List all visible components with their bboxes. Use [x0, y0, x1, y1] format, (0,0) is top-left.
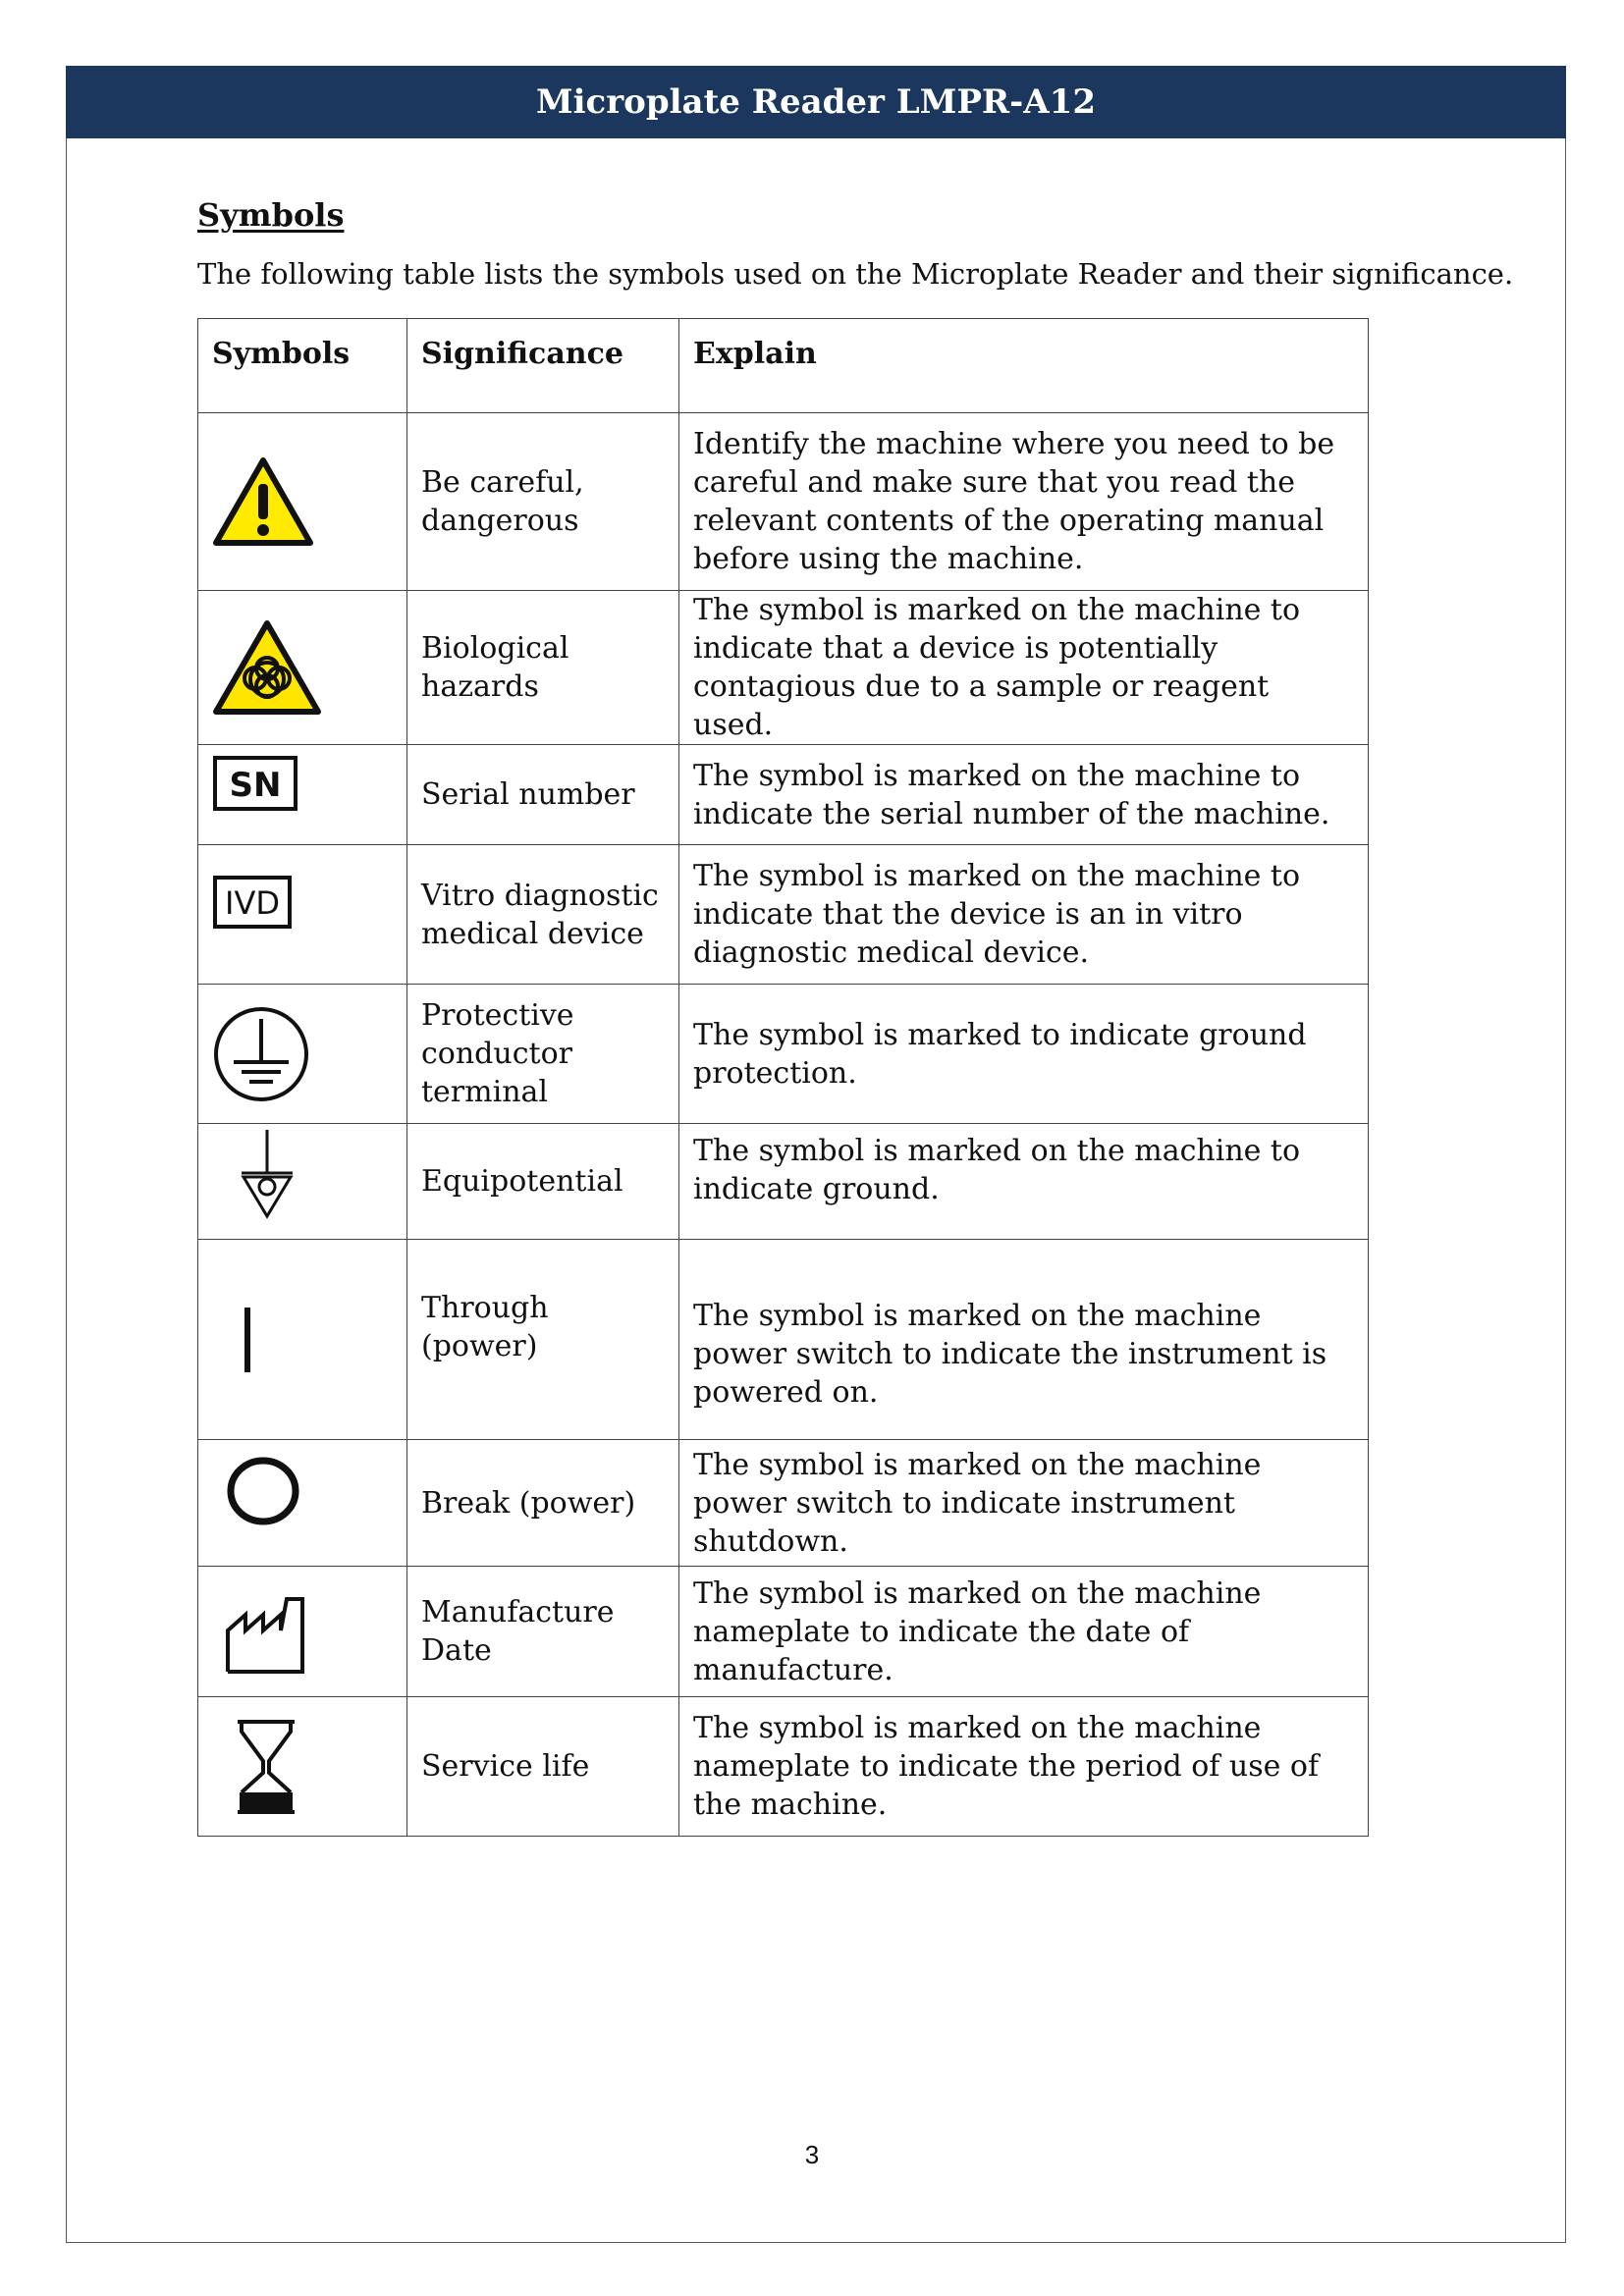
significance-cell: Vitro diagnostic medical device: [407, 845, 679, 985]
explain-cell: The symbol is marked on the machine nameplate to indicate the date of manufacture.: [679, 1567, 1369, 1697]
explain-cell: The symbol is marked on the machine power switch to indicate the instrument is powered on.: [679, 1240, 1369, 1440]
ivd-icon: [212, 875, 293, 930]
table-row: [198, 845, 1369, 985]
table-row: [198, 1440, 1369, 1567]
manufacture-date-icon: [224, 1587, 306, 1676]
svg-text:SN: SN: [229, 766, 282, 805]
significance-cell: Protective conductor terminal: [407, 985, 679, 1124]
significance-cell: Service life: [407, 1697, 679, 1837]
equipotential-icon: [238, 1126, 297, 1220]
power-on-icon: [238, 1306, 257, 1374]
significance-cell: Equipotential: [407, 1124, 679, 1240]
table-row: [198, 413, 1369, 591]
explain-cell: The symbol is marked on the machine to indicate that a device is potentially contagious due to a sample or reagent used.: [679, 591, 1369, 745]
explain-cell: The symbol is marked on the machine nameplate to indicate the period of use of the machine.: [679, 1697, 1369, 1837]
page-number: 3: [804, 2140, 820, 2169]
explain-cell: The symbol is marked on the machine to indicate ground.: [679, 1124, 1369, 1240]
significance-cell: Serial number: [407, 745, 679, 845]
explain-cell: The symbol is marked on the machine power switch to indicate instrument shutdown.: [679, 1440, 1369, 1567]
column-header-significance: Significance: [407, 319, 679, 413]
column-header-symbols: Symbols: [198, 319, 407, 413]
explain-cell: The symbol is marked on the machine to indicate that the device is an in vitro diagnostic medical device.: [679, 845, 1369, 985]
warning-triangle-icon: [212, 456, 314, 547]
symbol-cell: [198, 985, 407, 1124]
document-title: Microplate Reader LMPR-A12: [536, 82, 1096, 122]
symbol-cell: [198, 1124, 407, 1240]
table-header-row: [198, 319, 1369, 413]
service-life-icon: [234, 1718, 298, 1816]
svg-text:IVD: IVD: [225, 884, 280, 922]
explain-cell: Identify the machine where you need to be careful and make sure that you read the relevant contents of the operating manual before using the machine.: [679, 413, 1369, 591]
symbol-cell: [198, 1240, 407, 1440]
symbol-cell: [198, 1567, 407, 1697]
table-row: [198, 745, 1369, 845]
table-row: [198, 1567, 1369, 1697]
document-header: [66, 66, 1566, 138]
table-row: [198, 1697, 1369, 1837]
column-header-explain: Explain: [679, 319, 1369, 413]
explain-cell: The symbol is marked to indicate ground protection.: [679, 985, 1369, 1124]
symbol-cell: [198, 745, 407, 845]
serial-number-icon: [212, 755, 298, 812]
symbol-cell: [198, 591, 407, 745]
biohazard-icon: [212, 619, 322, 716]
significance-cell: Biological hazards: [407, 591, 679, 745]
power-off-icon: [224, 1454, 302, 1528]
table-row: [198, 1240, 1369, 1440]
table-row: [198, 591, 1369, 745]
table-row: [198, 1124, 1369, 1240]
significance-cell: Manufacture Date: [407, 1567, 679, 1697]
significance-cell: Through (power): [407, 1240, 679, 1440]
explain-cell: The symbol is marked on the machine to indicate the serial number of the machine.: [679, 745, 1369, 845]
section-title: Symbols: [197, 196, 345, 234]
symbol-cell: [198, 1440, 407, 1567]
intro-text: The following table lists the symbols used on the Microplate Reader and their significance.: [197, 257, 1514, 291]
significance-cell: Be careful, dangerous: [407, 413, 679, 591]
symbol-cell: [198, 845, 407, 985]
protective-earth-icon: [212, 1005, 310, 1103]
significance-cell: Break (power): [407, 1440, 679, 1567]
symbol-cell: [198, 1697, 407, 1837]
table-row: [198, 985, 1369, 1124]
symbols-table: [197, 318, 1369, 1837]
symbol-cell: [198, 413, 407, 591]
